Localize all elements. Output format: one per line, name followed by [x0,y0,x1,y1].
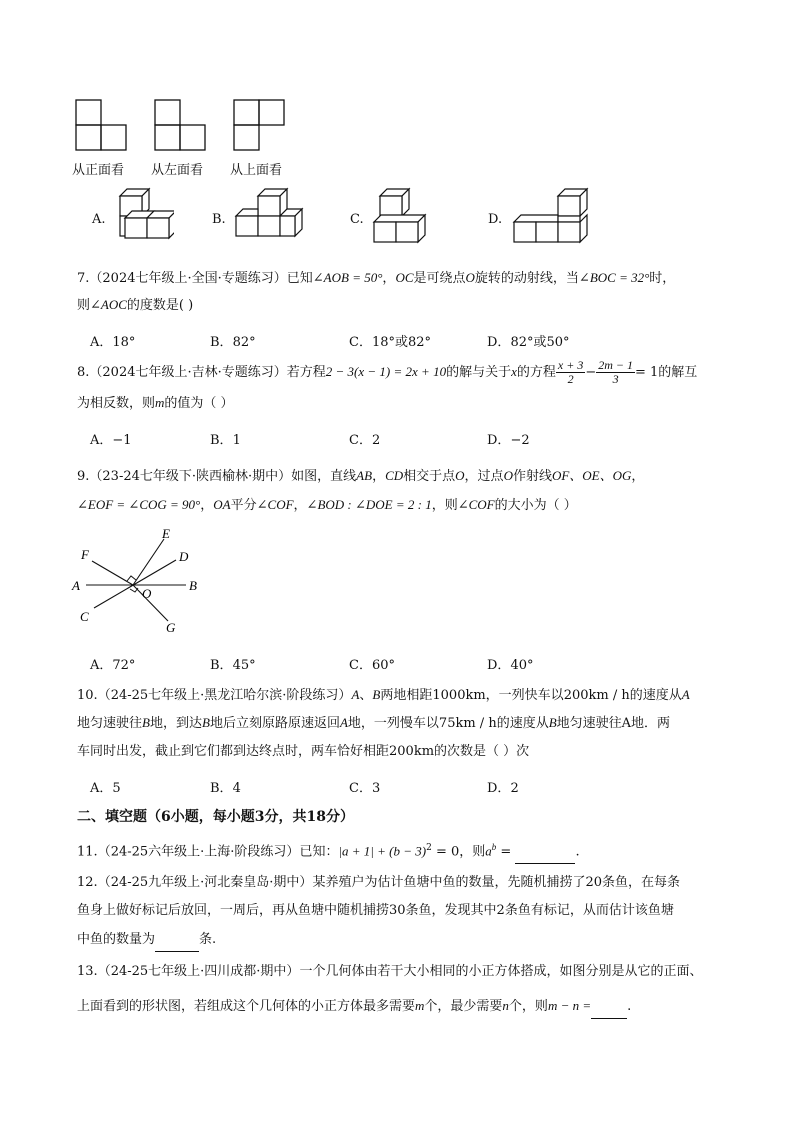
q7-option-a[interactable] [90,331,135,350]
q8-text: 的值为（ ） [164,396,234,411]
q10-point-a: A [681,687,690,702]
q10-option-d[interactable] [487,777,519,796]
top-view-label: 从上面看 [230,163,283,178]
q7-text: 则 [77,298,91,313]
q12-text: 中鱼的数量为 [77,932,156,947]
option-label: C． [349,658,372,673]
q10-text: 车同时出发，截止到它们都到达终点时，两车恰好相距 [77,744,390,759]
q8-text: 为相反数，则 [77,396,156,411]
q7-source: （2024七年级上·全国·专题练习） [89,271,287,286]
fraction-numerator: x + 3 [557,358,584,372]
q13-text: 个，则 [508,999,548,1014]
q10-line-1 [77,684,690,707]
label-f: F [81,547,89,562]
q9-option-c[interactable] [349,654,395,673]
q9-option-b[interactable] [210,654,256,673]
q8-option-b[interactable] [210,429,241,448]
q10-point-b: B [201,715,210,730]
q9-ray-oa: OA [213,497,231,512]
q10-point-b: B [142,715,150,730]
q9-option-a[interactable] [90,654,135,673]
label-e: E [162,526,170,541]
q8-var-m: m [155,395,165,410]
q9-rays: OF、OE、OG [551,468,632,483]
label-g: G [166,620,176,635]
q9-text: ， [372,469,386,484]
q9-text: 平分 [230,498,257,513]
q9-line-ab: AB [356,468,373,483]
q11-source: （24-25六年级上·上海·阶段练习） [97,844,300,860]
option-label: B． [210,658,233,673]
q12-number: 12. [77,875,98,890]
label-a: A [72,578,80,593]
q8-equation-1: 2 − 3(x − 1) = 2x + 10 [325,364,447,379]
q13-answer-blank[interactable] [591,996,627,1019]
q10-option-c[interactable] [349,777,380,796]
q9-source: （23-24七年级下·陕西榆林·期中） [89,469,292,484]
q9-angle-cof: ∠COF [256,497,294,512]
label-o: O [142,586,152,601]
q12-line-2: 鱼身上做好标记后放回，一周后，再从鱼塘中随机捕捞30条鱼，发现其中2条鱼有标记，从而估计该鱼塘 [77,903,674,918]
q9-text: 的大小为（ ） [494,498,577,513]
option-label: D． [487,335,511,350]
left-view-label: 从左面看 [151,163,204,178]
q7-line-2 [77,294,193,317]
q8-var-x: x [511,364,517,379]
option-text: 18° [112,335,136,350]
fraction-numerator: 2m − 1 [598,358,633,372]
q7-option-d[interactable] [487,331,570,350]
q11-text: 已知： [299,844,339,860]
option-text: −1 [112,433,132,448]
q8-option-a[interactable] [90,429,132,448]
q9-text: 如图，直线 [291,469,357,484]
option-label: D． [487,433,511,448]
q8-source: （2024七年级上·吉林·专题练习） [89,365,287,380]
option-text: 18°或82° [371,335,432,350]
top-view-figure [234,100,284,150]
q9-text: ， [631,469,645,484]
q6-option-b-label: B. [212,212,226,227]
q8-text: 的解与关于 [446,365,512,380]
q10-source: （24-25七年级上·黑龙江哈尔滨·阶段练习） [97,688,352,703]
option-text: 82°或50° [510,335,570,350]
option-label: B． [210,781,233,796]
q11-eq: = 0 [431,844,460,860]
q12-line-1 [77,872,680,894]
q10-distance: 1000km [432,688,486,703]
q10-text: 地匀速驶往 [77,716,143,731]
q10-speed-slow: 75km / h [438,716,497,731]
q7-text: 的度数是( ) [126,298,194,313]
q9-angle-cof: ∠COF [457,497,495,512]
q7-number: 7. [77,271,90,286]
q7-point-o: O [465,270,475,285]
q10-text: 地后立刻原路原速返回 [209,716,340,731]
q7-angle-aob: ∠AOB = 50° [312,270,383,285]
q10-speed-fast: 200km / h [563,688,630,703]
q13-var-m: m [415,998,425,1013]
q13-tail: . [627,999,632,1014]
option-label: C． [349,781,372,796]
q11-text: ，则 [459,844,486,860]
q10-text: 、 [359,688,373,703]
q11-power-base: a [485,843,492,859]
q9-text: ， [293,498,307,513]
q10-text: 的速度从 [496,716,549,731]
right-angle-mark [127,576,136,581]
option-label: C． [349,335,372,350]
q7-text: ， [382,271,396,286]
line-cd [94,560,176,608]
q13-source: （24-25七年级上·四川成都·期中） [97,964,300,979]
q9-line-cd: CD [385,468,404,483]
q6-option-c-figure [370,184,442,250]
q10-line-3 [77,741,529,763]
q8-line-1 [77,359,697,386]
q13-var-n: n [502,998,509,1013]
q8-text: 若方程 [286,365,326,380]
q10-text: 的速度从 [629,688,682,703]
q8-text: 的解互 [658,365,698,380]
option-label: A． [90,335,113,350]
q13-text: 一个几何体由若干大小相同的小正方体搭成，如图分别是从它的正面、 [299,964,703,979]
q9-text: ，则 [431,498,458,513]
q9-text: ，过点 [464,469,504,484]
q8-fraction-2 [596,359,635,386]
q7-option-c[interactable] [349,331,431,350]
q7-text: 已知 [286,271,313,286]
q11-answer-blank[interactable] [515,841,575,864]
q9-angle-eq: ∠EOF = ∠COG = 90° [77,497,201,512]
option-text: 2 [371,433,381,448]
three-view-figures [70,95,310,155]
q6-option-c-label: C. [350,212,364,227]
q9-text: 相交于点 [403,469,456,484]
q10-point-a: A [351,687,360,702]
q8-number: 8. [77,365,90,380]
q8-minus: − [585,365,597,380]
q10-point-b: B [372,687,381,702]
q8-eq-tail: = 1 [635,365,659,380]
q13-text: 上面看到的形状图，若组成这个几何体的小正方体最多需要 [77,999,416,1014]
option-text: 5 [112,781,121,796]
option-text: 3 [371,781,381,796]
q9-ratio: ∠BOD : ∠DOE = 2 : 1 [306,497,432,512]
ray-of [92,561,133,585]
q7-line-1 [77,267,675,290]
option-label: D． [487,658,511,673]
q7-ray-oc: OC [395,270,414,285]
q13-number: 13. [77,964,98,979]
q11-exponent: 2 [426,843,432,853]
option-text: 45° [232,658,256,673]
option-text: 2 [510,781,519,796]
q7-text: 时， [649,271,676,286]
q12-text: 某养殖户为估计鱼塘中鱼的数量，先随机捕捞了20条鱼，在每条 [312,875,680,890]
q9-line-2 [77,494,577,517]
q8-line-2 [77,392,234,415]
q8-option-d[interactable] [487,429,530,448]
q12-text: 条. [199,932,217,947]
q11-line-1 [77,836,580,864]
q10-text: ，一列快车以 [485,688,564,703]
option-label: B． [210,433,233,448]
option-label: B． [210,335,233,350]
q10-line-2 [77,712,670,735]
q12-line-3 [77,929,216,952]
q10-point-b: B [548,715,557,730]
q9-point-o: O [455,468,465,483]
q6-option-d-figure [510,184,590,250]
q12-answer-blank[interactable] [155,929,199,952]
option-text: 4 [232,781,241,796]
q10-text: 的次数是（ ）次 [434,744,530,759]
q10-text: 地，一列慢车以 [347,716,439,731]
option-text: 82° [232,335,256,350]
q10-text: 两地相距 [380,688,433,703]
q13-text: 个，最少需要 [424,999,503,1014]
q9-point-o: O [503,468,513,483]
q6-option-a-figure [112,184,174,246]
q7-angle-boc: ∠BOC = 32° [578,270,650,285]
q12-source: （24-25九年级上·河北秦皇岛·期中） [97,875,313,890]
q9-option-d[interactable] [487,654,533,673]
q10-text: 地匀速驶往A地．两 [556,716,671,731]
q7-option-b[interactable] [210,331,256,350]
q10-point-a: A [339,715,348,730]
q6-option-a-label: A. [92,212,106,227]
q8-text: 的方程 [516,365,556,380]
option-text: −2 [510,433,530,448]
q6-option-b-figure [232,184,304,250]
q8-fraction-1 [556,359,585,386]
q7-text: 旋转的动射线，当 [474,271,579,286]
front-view-label: 从正面看 [72,163,125,178]
option-text: 60° [371,658,395,673]
option-label: C． [349,433,372,448]
option-text: 1 [232,433,241,448]
q11-number: 11. [77,844,98,860]
front-view-figure [76,100,126,150]
q13-expression: m − n = [547,998,592,1013]
label-b: B [189,578,197,593]
ray-oe [133,539,164,585]
option-text: 40° [510,658,534,673]
option-label: A． [90,658,113,673]
option-label: A． [90,433,113,448]
q10-number: 10. [77,688,98,703]
q11-expression: |a + 1| + (b − 3) [338,843,427,859]
q9-text: ， [200,498,214,513]
q10-option-a[interactable] [90,777,121,796]
q11-tail: . [575,844,580,860]
fraction-denominator: 3 [612,372,619,386]
q9-number: 9. [77,469,90,484]
q10-option-b[interactable] [210,777,241,796]
q8-option-c[interactable] [349,429,380,448]
option-label: D． [487,781,511,796]
option-label: A． [90,781,113,796]
fraction-denominator: 2 [567,372,574,386]
option-text: 72° [112,658,136,673]
q6-option-d-label: D. [488,212,503,227]
q11-eq: = [496,844,516,860]
q10-distance-200: 200km [389,744,435,759]
q13-line-2 [77,995,631,1019]
q9-text: 作射线 [512,469,552,484]
label-c: C [80,609,89,624]
label-d: D [179,549,189,564]
q7-text: 是可绕点 [413,271,466,286]
section-2-title: 二、填空题（6小题，每小题3分，共18分） [77,809,354,825]
left-view-figure [155,100,205,150]
q9-line-1 [77,465,644,488]
q7-angle-aoc: ∠AOC [90,297,127,312]
q13-line-1 [77,961,702,983]
q9-geometry-figure [68,525,208,640]
q10-text: 地，到达 [149,716,202,731]
q11-power-exp: b [491,842,497,852]
